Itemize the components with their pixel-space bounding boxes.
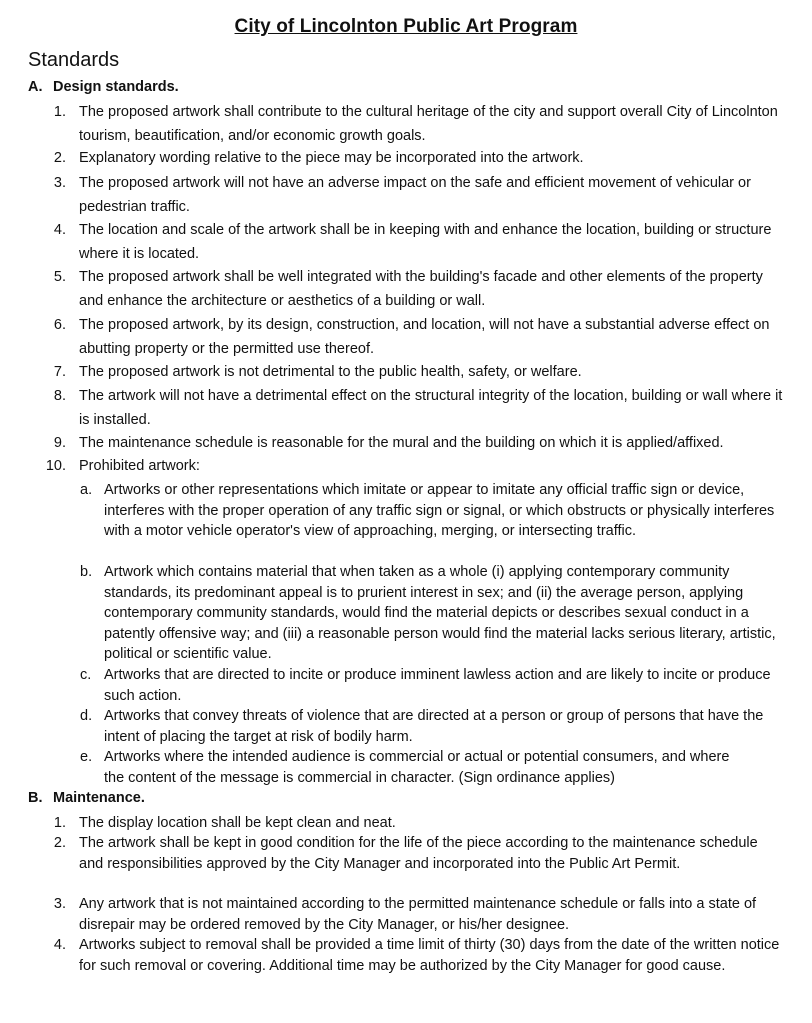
list-item-number: 7. <box>53 364 66 380</box>
list-item-text: The proposed artwork, by its design, construction, and location, will not have a substantial adverse effect on abutting property or the permitted use thereof. <box>79 317 770 357</box>
list-item-text: The proposed artwork shall be well integrated with the building's facade and other elements of the property and enhance the architecture or aesthetics of a building or wall. <box>79 269 763 309</box>
list-item-text: The proposed artwork will not have an adverse impact on the safe and efficient movement of vehicular or pedestrian traffic. <box>79 175 751 215</box>
list-item-number: 5. <box>53 269 66 285</box>
list-item-number: 1. <box>53 815 66 831</box>
list-item-text: Explanatory wording relative to the piece may be incorporated into the artwork. <box>79 150 584 166</box>
list-item-text: Artworks subject to removal shall be provided a time limit of thirty (30) days from the date of the written notice for such removal or covering. Additional time may be authorized by the City Manager for good cause. <box>79 937 780 974</box>
list-item-number: 4. <box>53 937 66 953</box>
list-item-number: 3. <box>53 896 66 912</box>
list-item-number: 3. <box>53 175 66 191</box>
list-item-text: Any artwork that is not maintained according to the permitted maintenance schedule or falls into a state of disrepair may be ordered removed by the City Manager, or his/her designee. <box>79 896 757 933</box>
section-b-heading <box>28 790 145 806</box>
sub-list-item-text: Artworks or other representations which imitate or appear to imitate any official traffic sign or device, interferes with the proper operation of any traffic sign or signal, or which obstructs or physically interferes with a motor vehicle operator's view of approaching, merging, or intersecting traffic. <box>104 482 775 539</box>
list-item-number: 1. <box>53 104 66 120</box>
sub-list-item-text: Artwork which contains material that when taken as a whole (i) applying contemporary community standards, its predominant appeal is to prurient interest in sex; and (ii) the average person, applying contemporary community standards, would find the material depicts or describes sexual conduct in a patently offensive way; and (iii) a reasonable person would find the material lacks serious literary, artistic, political or scientific value. <box>104 564 776 662</box>
sub-list-item-text: Artworks that convey threats of violence that are directed at a person or group of persons that have the intent of placing the target at risk of bodily harm. <box>104 708 764 745</box>
list-item-text: The maintenance schedule is reasonable for the mural and the building on which it is applied/affixed. <box>79 435 724 451</box>
section-a-heading <box>28 79 179 95</box>
section-title-standards: Standards <box>28 49 120 71</box>
list-item-number: 4. <box>53 222 66 238</box>
sub-list-item-letter: d. <box>80 708 93 724</box>
sub-list-item-letter: a. <box>80 482 93 498</box>
list-item-text: The artwork shall be kept in good condition for the life of the piece according to the maintenance schedule and responsibilities approved by the City Manager and incorporated into the Public Art Permit. <box>79 835 758 872</box>
section-letter: A. <box>28 79 43 95</box>
sub-list-item-letter: b. <box>80 564 93 580</box>
section-heading-text: Design standards. <box>53 79 179 95</box>
section-letter: B. <box>28 790 43 806</box>
list-item-number: 9. <box>53 435 66 451</box>
list-item-text: The proposed artwork is not detrimental to the public health, safety, or welfare. <box>79 364 582 380</box>
list-item-text: The artwork will not have a detrimental effect on the structural integrity of the location, building or wall where it is installed. <box>79 388 783 428</box>
sub-list-item-text: Artworks where the intended audience is commercial or actual or potential consumers, and where the content of the message is commercial in character. (Sign ordinance applies) <box>104 749 730 786</box>
list-item-text: The display location shall be kept clean and neat. <box>79 815 396 831</box>
sub-list-item-letter: c. <box>80 667 92 683</box>
list-item-text: The location and scale of the artwork shall be in keeping with and enhance the location, building or structure where it is located. <box>79 222 772 262</box>
list-item-text: The proposed artwork shall contribute to the cultural heritage of the city and support overall City of Lincolnton tourism, beautification, and/or economic growth goals. <box>79 104 778 144</box>
page-title: City of Lincolnton Public Art Program <box>234 16 578 37</box>
list-item-number: 2. <box>53 150 66 166</box>
list-item-number: 8. <box>53 388 66 404</box>
list-item-number: 6. <box>53 317 66 333</box>
list-item-number: 10. <box>45 458 66 474</box>
list-item-number: 2. <box>53 835 66 851</box>
section-heading-text: Maintenance. <box>53 790 145 806</box>
sub-list-item-letter: e. <box>80 749 93 765</box>
sub-list-item-text: Artworks that are directed to incite or produce imminent lawless action and are likely to incite or produce such action. <box>104 667 771 704</box>
list-item-text: Prohibited artwork: <box>79 458 200 474</box>
